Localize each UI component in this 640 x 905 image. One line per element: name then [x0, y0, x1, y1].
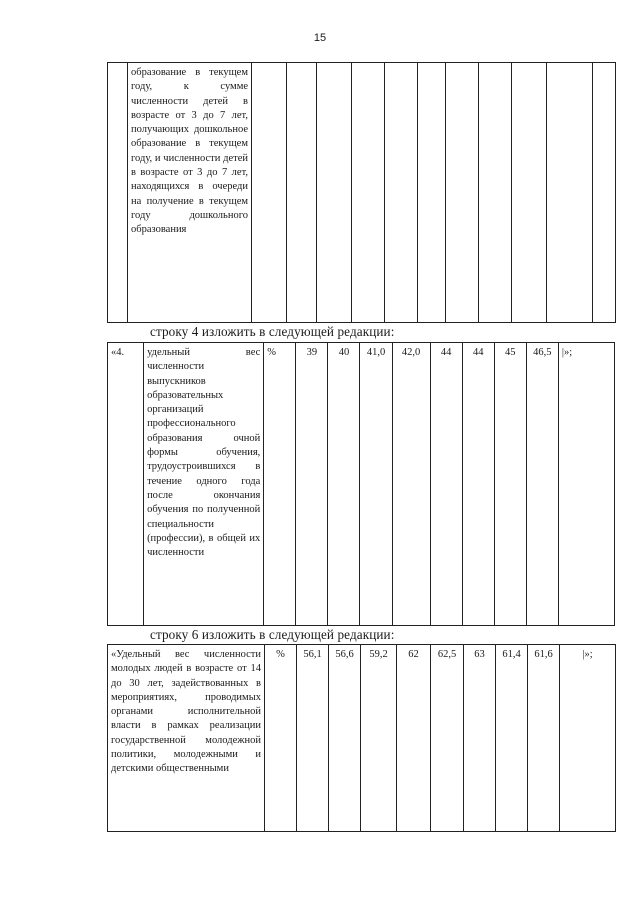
table-row [108, 343, 615, 626]
value-cell: 56,6 [329, 645, 361, 832]
value-cell: 59,2 [361, 645, 397, 832]
value-cell: 62 [397, 645, 431, 832]
value-cell: 44 [430, 343, 462, 626]
value-cell: 56,1 [297, 645, 329, 832]
indicator-table-row-6 [107, 644, 616, 832]
amendment-instruction-row-4: строку 4 изложить в следующей редакции: [150, 324, 395, 339]
row-number: «4. [108, 343, 144, 626]
page-number: 15 [313, 32, 327, 44]
closing-cell [558, 343, 614, 626]
table-row [108, 63, 616, 323]
value-cell: 63 [464, 645, 496, 832]
closing-mark: |»; [561, 347, 573, 358]
unit-cell: % [265, 645, 297, 832]
value-cell: 45 [494, 343, 526, 626]
table-row [108, 645, 616, 832]
value-cell [317, 63, 352, 323]
closing-mark: |»; [582, 649, 593, 660]
value-cell [252, 63, 287, 323]
value-cell [385, 63, 418, 323]
value-cell: 41,0 [360, 343, 392, 626]
value-cell [446, 63, 479, 323]
unit-cell: % [264, 343, 296, 626]
value-cell: 46,5 [526, 343, 558, 626]
value-cell: 62,5 [431, 645, 464, 832]
value-cell: 44 [462, 343, 494, 626]
value-cell: 39 [296, 343, 328, 626]
value-cell [593, 63, 616, 323]
closing-cell [560, 645, 616, 832]
indicator-table-continued [107, 62, 616, 323]
value-cell [547, 63, 593, 323]
value-cell [352, 63, 385, 323]
number-cell [108, 63, 128, 323]
amendment-instruction-row-6: строку 6 изложить в следующей редакции: [150, 627, 395, 642]
indicator-description: «Удельный вес численности молодых людей в возрасте от 14 до 30 лет, задействованных в мероприятиях, проводимых органами исполнительной власти в рамках реализации государственной молодежной политики, молодежными и детскими общественными [108, 645, 265, 832]
value-cell [418, 63, 446, 323]
value-cell: 61,6 [528, 645, 560, 832]
value-cell [287, 63, 317, 323]
value-cell [512, 63, 547, 323]
indicator-description: образование в текущем году, к сумме численности детей в возрасте от 3 до 7 лет, получающих дошкольное образование в текущем году, и численности детей в возрасте от 3 до 7 лет, находящихся в очереди на получение в текущем году дошкольного образования [128, 63, 252, 323]
value-cell: 61,4 [496, 645, 528, 832]
value-cell [479, 63, 512, 323]
indicator-table-row-4 [107, 342, 615, 626]
value-cell: 42,0 [392, 343, 430, 626]
indicator-description: удельный вес численности выпускников образовательных организаций профессионального образования очной формы обучения, трудоустроившихся в течение одного года после окончания обучения по полученной специальности (профессии), в общей их численности [144, 343, 264, 626]
value-cell: 40 [328, 343, 360, 626]
